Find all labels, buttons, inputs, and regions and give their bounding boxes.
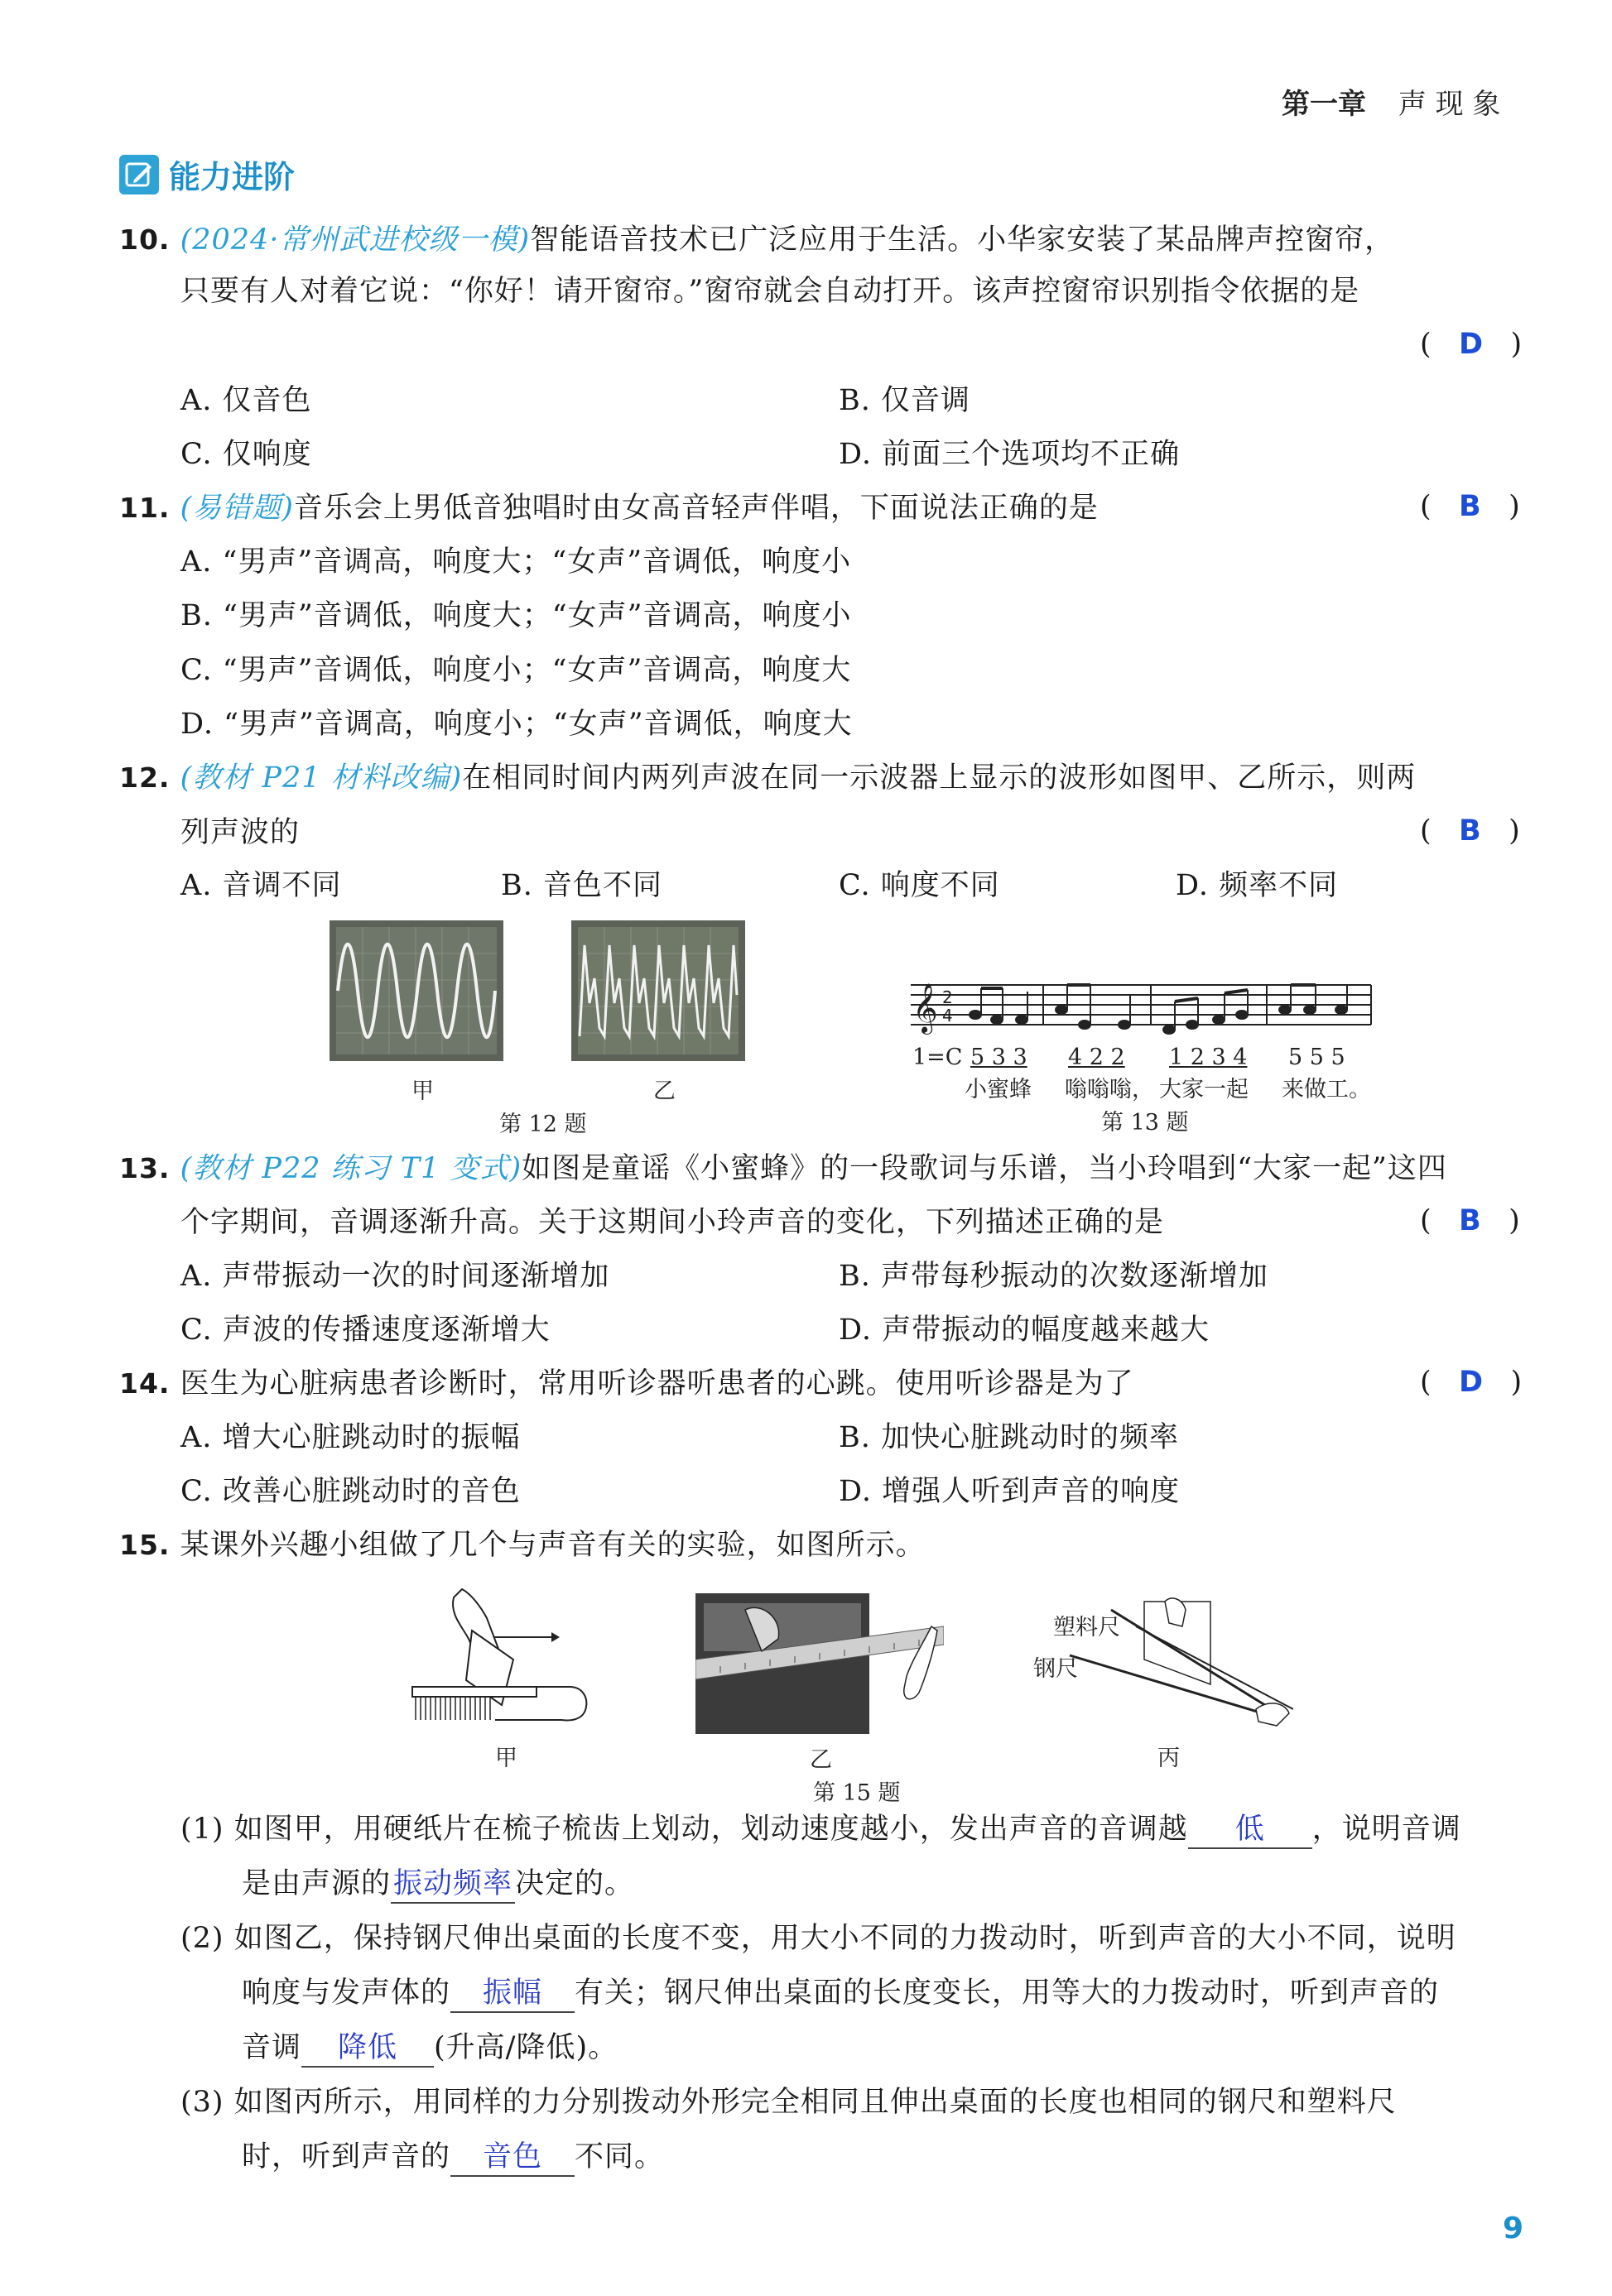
pencil-icon [119,155,159,195]
q15-part3-line2: 时，听到声音的 音色 不同。 [242,2139,664,2177]
q12-line1: 12. (教材 P21 材料改编)在相同时间内两列声波在同一示波器上显示的波形如图甲、乙所示，则两 [119,761,1417,795]
page-number: 9 [1503,2212,1524,2246]
q12-option-a: A. 音调不同 [180,869,342,902]
q14-option-a: A. 增大心脏跳动时的振幅 [180,1421,521,1454]
q13-option-d: D. 声带振动的幅度越来越大 [839,1314,1210,1347]
q12-line2: 列声波的 [180,816,301,849]
q15-part2-line3: 音调 降低 (升高/降低)。 [242,2029,618,2068]
q12-option-b: B. 音色不同 [501,869,662,902]
fig13-notes-1: 5 3 3 [970,1045,1027,1070]
chapter-title: 声 现 象 [1398,88,1501,121]
q13-option-c: C. 声波的传播速度逐渐增大 [180,1314,551,1347]
fig15-label-a: 甲 [495,1746,517,1771]
comb-illustration [404,1581,603,1741]
q15-blank-3: 振幅 [450,1975,575,2013]
q13-option-b: B. 声带每秒振动的次数逐渐增加 [839,1260,1268,1293]
q14-option-b: B. 加快心脏跳动时的频率 [839,1421,1179,1454]
q10-answer: D [1459,328,1484,361]
q15-blank-2: 振动频率 [391,1866,515,1904]
svg-text:𝄞: 𝄞 [912,983,938,1033]
q14-line1: 14. 医生为心脏病患者诊断时，常用听诊器听患者的心跳。使用听诊器是为了 [119,1367,1134,1400]
section-title: 能力进阶 [169,159,296,195]
q15-line1: 15. 某课外兴趣小组做了几个与声音有关的实验，如图所示。 [119,1529,926,1562]
q15-part3-line1: (3) 如图丙所示，用同样的力分别拨动外形完全相同且伸出桌面的长度也相同的钢尺和塑料尺 [180,2086,1397,2119]
q13-option-a: A. 声带振动一次的时间逐渐增加 [180,1260,610,1293]
arrow-right-icon [493,1629,560,1649]
q10-answer-paren: ( D ) [1420,328,1523,361]
chapter-label: 第一章 [1282,88,1366,121]
fig13-key: 1=C [912,1045,963,1070]
q15-blank-1: 低 [1188,1811,1312,1849]
q14-answer: D [1459,1366,1484,1399]
q10-option-c: C. 仅响度 [180,438,312,471]
fig15-label-b: 乙 [810,1747,832,1773]
oscilloscope-a [330,920,503,1064]
fig13-notes-3: 1 2 3 4 [1169,1045,1248,1070]
q11-option-b: B. “男声”音调低，响度大；“女声”音调高，响度小 [180,599,852,632]
fig12-label-a: 甲 [411,1078,434,1104]
fig13-lyric-1: 小蜜蜂 [965,1077,1032,1102]
q12-option-c: C. 响度不同 [839,869,1000,902]
fig15-caption: 第 15 题 [813,1780,901,1806]
q10-option-a: A. 仅音色 [180,384,312,417]
q15-part2-line1: (2) 如图乙，保持钢尺伸出桌面的长度不变，用大小不同的力拨动时，听到声音的大小不同，说明 [180,1922,1456,1955]
fig15-label-plastic: 塑料尺 [1053,1615,1120,1640]
oscilloscope-b [571,920,745,1064]
q14-answer-paren: ( D ) [1420,1366,1523,1399]
q11-line1: 11. (易错题)音乐会上男低音独唱时由女高音轻声伴唱，下面说法正确的是 [119,492,1099,525]
music-staff [911,977,1374,1054]
q12-option-d: D. 频率不同 [1176,869,1339,902]
fig13-lyric-4: 来做工。 [1282,1077,1371,1102]
q13-answer: B [1459,1204,1481,1237]
q13-answer-paren: ( B ) [1420,1204,1520,1237]
fig15-label-steel: 钢尺 [1033,1656,1078,1682]
q14-option-d: D. 增强人听到声音的响度 [839,1475,1181,1508]
q15-blank-4: 降低 [301,2029,434,2068]
fig13-caption: 第 13 题 [1101,1110,1189,1136]
fig13-notes-2: 4 2 2 [1068,1045,1125,1070]
svg-text:4: 4 [942,1006,953,1026]
q12-answer: B [1459,814,1481,848]
q11-answer: B [1459,490,1481,523]
fig12-caption: 第 12 题 [499,1112,587,1137]
fig12-label-b: 乙 [653,1078,676,1104]
q15-part1-line1: (1) 如图甲，用硬纸片在梳子梳齿上划动，划动速度越小，发出声音的音调越 低 ，说明音调 [180,1811,1461,1849]
q14-option-c: C. 改善心脏跳动时的音色 [180,1475,521,1508]
fig13-lyric-3: 大家一起 [1159,1077,1249,1102]
q10-option-b: B. 仅音调 [839,384,970,417]
q13-line2: 个字期间，音调逐渐升高。关于这期间小玲声音的变化，下列描述正确的是 [180,1206,1165,1239]
q10-option-d: D. 前面三个选项均不正确 [839,438,1181,471]
fig15-label-c: 丙 [1157,1746,1180,1771]
svg-text:2: 2 [942,987,953,1007]
q12-answer-paren: ( B ) [1420,814,1520,848]
q15-part2-line2: 响度与发声体的 振幅 有关；钢尺伸出桌面的长度变长，用等大的力拨动时，听到声音的 [242,1975,1439,2013]
q13-line1: 13. (教材 P22 练习 T1 变式)如图是童谣《小蜜蜂》的一段歌词与乐谱，当小玲唱到“大家一起”这四 [119,1152,1447,1185]
q11-option-d: D. “男声”音调高，响度小；“女声”音调低，响度大 [180,708,853,741]
q15-blank-5: 音色 [450,2139,575,2177]
q10-line1: 10. (2024·常州武进校级一模)智能语音技术已广泛应用于生活。小华家安装了某品牌声控窗帘， [119,223,1395,257]
ruler-table-illustration [695,1593,944,1746]
fig13-notes-4: 5 5 5 [1288,1045,1345,1070]
q10-line2: 只要有人对着它说：“你好！请开窗帘。”窗帘就会自动打开。该声控窗帘识别指令依据的是 [180,275,1360,308]
q11-answer-paren: ( B ) [1420,490,1520,523]
fig13-lyric-2: 嗡嗡嗡， [1065,1077,1154,1102]
section-header [119,151,295,197]
q15-part1-line2: 是由声源的振动频率决定的。 [242,1866,634,1904]
q11-option-c: C. “男声”音调低，响度小；“女声”音调高，响度大 [180,654,852,687]
q11-option-a: A. “男声”音调高，响度大；“女声”音调低，响度小 [180,545,852,579]
